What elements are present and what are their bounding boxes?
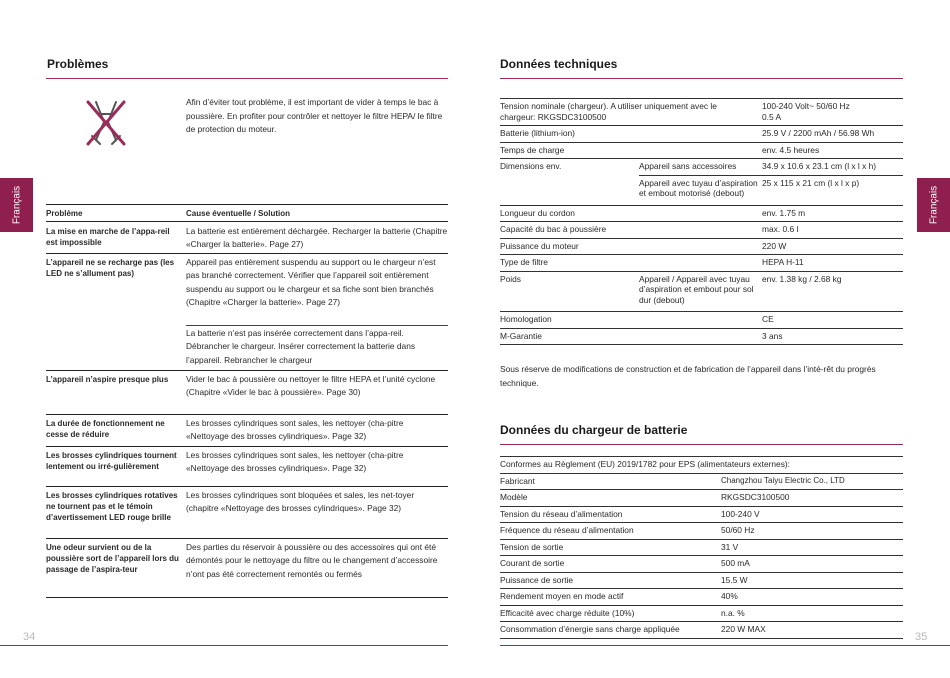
charger-value: 50/60 Hz	[721, 523, 903, 540]
charger-label: Consommation d’énergie sans charge appliquée	[500, 622, 721, 639]
problem-text: L’appareil ne se recharge pas (les LED ne s’allument pas)	[46, 258, 175, 278]
row-rule	[46, 370, 448, 371]
header-cause: Cause éventuelle / Solution	[186, 209, 291, 218]
language-tab-right	[917, 178, 950, 232]
tech-value: 25 x 115 x 21 cm (l x l x p)	[762, 175, 903, 205]
charger-label: Fabricant	[500, 473, 721, 490]
cause-text: Des parties du réservoir à poussière ou des accessoires qui ont été démontés pour le nettoyage du filtre ou le changement d’accessoire n’ont pas été correctement remontés ou fermés	[186, 542, 438, 579]
row-rule	[46, 414, 448, 415]
tech-sub: Appareil / Appareil avec tuyau d’aspiration et embout pour sol dur (debout)	[639, 271, 762, 312]
language-tab-left	[0, 178, 33, 232]
table-row	[500, 99, 903, 126]
row-rule	[46, 597, 448, 598]
table-row	[500, 328, 903, 345]
sub-rule	[186, 325, 448, 326]
table-row	[500, 539, 903, 556]
table-row	[500, 506, 903, 523]
tech-value: env. 1.75 m	[762, 205, 903, 222]
title-rule	[500, 444, 903, 445]
charger-table	[500, 456, 903, 639]
tech-label: Homologation	[500, 312, 762, 329]
cause-text: Les brosses cylindriques sont bloquées et sales, les net-toyer (chapitre «Nettoyage des brosses cylindriques». Page 32)	[186, 490, 415, 514]
charger-label: Modèle	[500, 490, 721, 507]
charger-value: 15.5 W	[721, 572, 903, 589]
row-rule	[46, 253, 448, 254]
footer-line	[0, 645, 448, 646]
problem-text: Les brosses cylindriques rotatives ne tournent pas et le témoin d’avertissement LED rouge brille	[46, 491, 178, 522]
tech-label: Capacité du bac à poussière	[500, 222, 762, 239]
table-row	[500, 605, 903, 622]
table-row	[500, 271, 903, 312]
charger-value: 31 V	[721, 539, 903, 556]
tech-value: 220 W	[762, 238, 903, 255]
problems-title: Problèmes	[47, 57, 109, 71]
tech-label: Batterie (lithium-ion)	[500, 126, 762, 143]
problem-text: La mise en marche de l’appa-reil est impossible	[46, 227, 170, 247]
tech-value: 100-240 Volt~ 50/60 Hz 0.5 A	[762, 99, 903, 126]
row-rule	[46, 446, 448, 447]
tech-value: CE	[762, 312, 903, 329]
charger-value: 40%	[721, 589, 903, 606]
table-row	[500, 589, 903, 606]
title-rule	[500, 78, 903, 79]
problem-text: L’appareil n’aspire presque plus	[46, 375, 169, 384]
cause-text: La batterie n’est pas insérée correctement dans l’appa-reil. Débrancher le chargeur. Insérer correctement la batterie dans l’appareil. Rebrancher le chargeur	[186, 328, 416, 365]
title-rule	[46, 78, 448, 79]
problem-text: Une odeur survient ou de la poussière sort de l’appareil lors du passage de l’aspira-teur	[46, 543, 179, 574]
cause-text: Appareil pas entièrement suspendu au support ou le chargeur n’est pas branché correctement. Vérifier que l’appareil soit entièrement suspendu au support ou le chargeur et sa fiche sont bien branchés (Chapitre «Charger la batterie». Page 27)	[186, 257, 436, 308]
tech-label: Dimensions env.	[500, 161, 562, 171]
tech-table	[500, 98, 903, 345]
cause-text: La batterie est entièrement déchargée. Recharger la batterie (Chapitre «Charger la batterie». Page 27)	[186, 226, 448, 250]
table-row	[500, 622, 903, 639]
problem-text: La durée de fonctionnement ne cesse de réduire	[46, 419, 165, 439]
charger-value: 500 mA	[721, 556, 903, 573]
table-header-row	[46, 206, 448, 221]
charger-label: Rendement moyen en mode actif	[500, 589, 721, 606]
tech-sub: Appareil sans accessoires	[639, 159, 762, 176]
charger-value: RKGSDC3100500	[721, 490, 903, 507]
footer-line	[500, 645, 950, 646]
table-row	[500, 312, 903, 329]
cause-text: Les brosses cylindriques sont sales, les nettoyer (cha-pitre «Nettoyage des brosses cylindriques». Page 32)	[186, 418, 404, 442]
table-row	[500, 473, 903, 490]
tech-label	[500, 175, 639, 205]
charger-label: Tension de sortie	[500, 539, 721, 556]
tech-value: HEPA H-11	[762, 255, 903, 272]
page-number: 35	[915, 631, 928, 643]
table-row	[500, 490, 903, 507]
charger-label: Courant de sortie	[500, 556, 721, 573]
table-row	[500, 238, 903, 255]
table-row	[500, 222, 903, 239]
charger-value: Changzhou Taiyu Electric Co., LTD	[721, 473, 903, 490]
cause-text: Les brosses cylindriques sont sales, les nettoyer (cha-pitre «Nettoyage des brosses cylindriques». Page 32)	[186, 450, 404, 474]
tech-label: M-Garantie	[500, 328, 762, 345]
charger-value: 100-240 V	[721, 506, 903, 523]
row-rule	[46, 221, 448, 222]
charger-value: 220 W MAX	[721, 622, 903, 639]
tech-value: 34.9 x 10.6 x 23.1 cm (l x l x h)	[762, 159, 903, 176]
charger-label: Efficacité avec charge réduite (10%)	[500, 605, 721, 622]
tech-value: 3 ans	[762, 328, 903, 345]
charger-label: Fréquence du réseau d’alimentation	[500, 523, 721, 540]
row-rule	[46, 538, 448, 539]
charger-label: Puissance de sortie	[500, 572, 721, 589]
tech-label: Type de filtre	[500, 255, 762, 272]
row-rule	[46, 486, 448, 487]
table-row	[500, 205, 903, 222]
tech-value: 25.9 V / 2200 mAh / 56.98 Wh	[762, 126, 903, 143]
tech-value: env. 4.5 heures	[762, 142, 903, 159]
table-row	[500, 523, 903, 540]
tech-value: env. 1.38 kg / 2.68 kg	[762, 271, 903, 312]
tech-label: Longueur du cordon	[500, 205, 762, 222]
page-number: 34	[23, 631, 36, 643]
intro-text: Afin d’éviter tout problème, il est important de vider à temps le bac à poussière. En profiter pour contrôler et nettoyer le filtre HEPA/ le filtre de protection du moteur.	[186, 97, 443, 134]
tech-title: Données techniques	[500, 57, 618, 71]
tech-sub: Appareil avec tuyau d’aspiration et embout motorisé (debout)	[639, 175, 762, 205]
table-row	[500, 126, 903, 143]
language-tab-label: Français	[928, 185, 939, 225]
tech-label: Temps de charge	[500, 142, 762, 159]
table-row	[500, 255, 903, 272]
table-row	[500, 175, 903, 205]
table-row	[500, 142, 903, 159]
table-row	[500, 457, 903, 474]
table-top-rule	[46, 204, 448, 205]
tech-value: max. 0.6 l	[762, 222, 903, 239]
charger-label: Tension du réseau d’alimentation	[500, 506, 721, 523]
language-tab-label: Français	[11, 185, 22, 225]
table-row	[500, 159, 903, 176]
header-problem: Problème	[46, 209, 83, 218]
crossed-out-brush-icon	[82, 96, 130, 148]
charger-title: Données du chargeur de batterie	[500, 423, 688, 437]
charger-value: n.a. %	[721, 605, 903, 622]
tech-label: Poids	[500, 271, 639, 312]
tech-label: Puissance du moteur	[500, 238, 762, 255]
cause-text: Vider le bac à poussière ou nettoyer le filtre HEPA et l’unité cyclone (Chapitre «Vider le bac à poussière». Page 30)	[186, 374, 436, 398]
tech-note: Sous réserve de modifications de construction et de fabrication de l’appareil dans l’inté-rêt du progrès technique.	[500, 364, 876, 388]
table-row	[500, 572, 903, 589]
problem-text: Les brosses cylindriques tournent lentement ou irré-gulièrement	[46, 451, 177, 471]
charger-header: Conformes au Règlement (EU) 2019/1782 pour EPS (alimentateurs externes):	[500, 457, 903, 474]
table-row	[500, 556, 903, 573]
tech-label: Tension nominale (chargeur). A utiliser uniquement avec le chargeur: RKGSDC3100500	[500, 99, 762, 126]
